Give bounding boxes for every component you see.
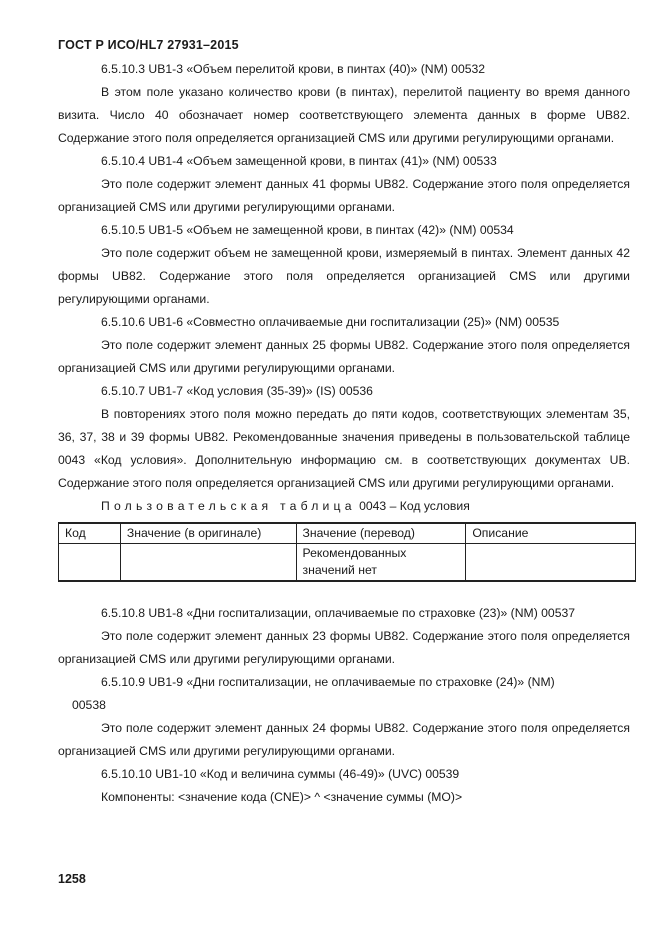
user-table-0043 [58,522,636,582]
table-row [59,544,636,582]
section-heading-6-5-10-8: 6.5.10.8 UB1-8 «Дни госпитализации, оплачиваемые по страховке (23)» (NM) 00537 [101,606,576,620]
paragraph-ub1-8-description: Это поле содержит элемент данных 23 формы UB82. Содержание этого поля определяется организацией CMS или другими регулирующими органами. [58,629,630,666]
column-header-value-original: Значение (в оригинале) [120,523,296,544]
document-header: ГОСТ Р ИСО/HL7 27931–2015 [58,38,239,52]
column-header-code: Код [59,523,121,544]
section-heading-6-5-10-9-continuation: 00538 [72,698,106,712]
table-caption-prefix: Пользовательская таблица [101,499,356,513]
paragraph-ub1-5-description: Это поле содержит объем не замещенной крови, измеряемый в пинтах. Элемент данных 42 формы UB82. Содержание этого поля определяется организацией CMS или другими регулирующими органами. [58,246,630,306]
column-header-value-translation: Значение (перевод) [296,523,466,544]
paragraph-ub1-4-description: Это поле содержит элемент данных 41 формы UB82. Содержание этого поля определяется организацией CMS или другими регулирующими органами. [58,177,630,214]
section-heading-6-5-10-10: 6.5.10.10 UB1-10 «Код и величина суммы (46-49)» (UVC) 00539 [101,767,460,781]
table-caption [58,495,630,518]
cell-code [59,544,121,582]
section-heading-6-5-10-4: 6.5.10.4 UB1-4 «Объем замещенной крови, в пинтах (41)» (NM) 00533 [101,154,497,168]
section-heading-6-5-10-7: 6.5.10.7 UB1-7 «Код условия (35-39)» (IS) 00536 [101,384,373,398]
section-heading-6-5-10-3: 6.5.10.3 UB1-3 «Объем перелитой крови, в пинтах (40)» (NM) 00532 [101,62,486,76]
column-header-description: Описание [466,523,636,544]
paragraph-ub1-3-description: В этом поле указано количество крови (в пинтах), перелитой пациенту во время данного визита. Число 40 обозначает номер соответствующего элемента данных в форме UB82. Содержание этого поля определяется организацией CMS или другими регулирующими органами. [58,85,630,145]
table-caption-title: 0043 – Код условия [359,499,470,513]
paragraph-ub1-9-description: Это поле содержит элемент данных 24 формы UB82. Содержание этого поля определяется организацией CMS или другими регулирующими органами. [58,721,630,758]
table-header-row [59,523,636,544]
cell-value-original [120,544,296,582]
cell-value-translation: Рекомендованных значений нет [296,544,466,582]
page-number: 1258 [58,872,86,886]
components-line: Компоненты: <значение кода (CNE)> ^ <значение суммы (MO)> [101,790,463,804]
paragraph-ub1-7-description: В повторениях этого поля можно передать до пяти кодов, соответствующих элементам 35, 36, 37, 38 и 39 формы UB82. Рекомендованные значения приведены в пользовательской таблице 0043 «Код условия». Дополнительную информацию см. в соответствующих документах UB. Содержание этого поля определяется организацией CMS или другими регулирующими органами. [58,407,630,490]
document-body [58,58,630,809]
section-heading-6-5-10-9: 6.5.10.9 UB1-9 «Дни госпитализации, не оплачиваемые по страховке (24)» (NM) [101,675,555,689]
section-heading-6-5-10-5: 6.5.10.5 UB1-5 «Объем не замещенной крови, в пинтах (42)» (NM) 00534 [101,223,514,237]
section-heading-6-5-10-6: 6.5.10.6 UB1-6 «Совместно оплачиваемые дни госпитализации (25)» (NM) 00535 [101,315,560,329]
paragraph-ub1-6-description: Это поле содержит элемент данных 25 формы UB82. Содержание этого поля определяется организацией CMS или другими регулирующими органами. [58,338,630,375]
cell-description [466,544,636,582]
